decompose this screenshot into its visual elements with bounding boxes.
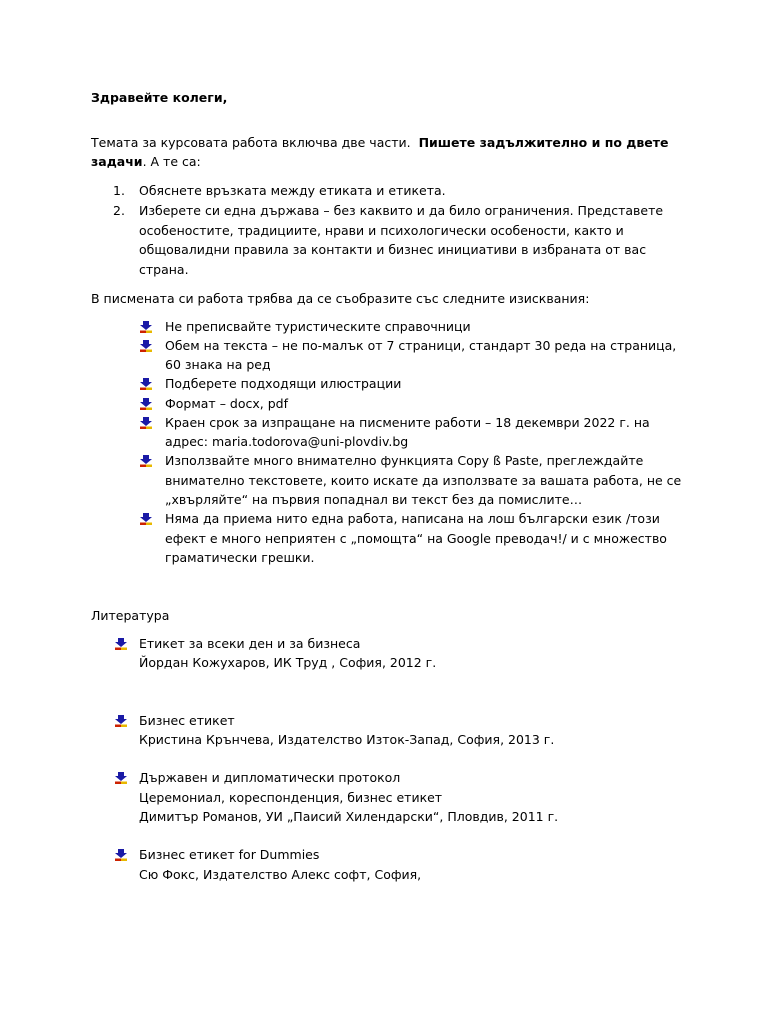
task-number: 1.: [113, 183, 125, 198]
task-line: общовалидни правила за контакти и бизнес инициативи в избраната от вас: [139, 242, 647, 257]
task-line: страна.: [139, 262, 189, 277]
requirements-intro: В писмената си работа трябва да се съобразите със следните изисквания:: [91, 291, 590, 306]
arrow-bullet-icon: [140, 417, 152, 429]
requirement-line: Обем на текста – не по-малък от 7 страници, стандарт 30 реда на страница,: [165, 338, 677, 353]
literature-line: Бизнес етикет: [139, 713, 235, 728]
literature-line: Димитър Романов, УИ „Паисий Хилендарски“, Пловдив, 2011 г.: [139, 809, 559, 824]
literature-line: Сю Фокс, Издателство Алекс софт, София,: [139, 867, 422, 882]
arrow-bullet-icon: [115, 638, 127, 650]
requirement-line: Краен срок за изпращане на писмените работи – 18 декември 2022 г. на: [165, 415, 650, 430]
arrow-bullet-icon: [140, 321, 152, 333]
intro-normal-text: Темата за курсовата работа включва две части.: [91, 135, 411, 150]
intro-bold-text-2: задачи: [91, 154, 143, 169]
arrow-bullet-icon: [140, 455, 152, 467]
requirement-line: ефект е много неприятен с „помощта“ на Google преводач!/ и с множество: [165, 531, 667, 546]
task-number: 2.: [113, 203, 125, 218]
arrow-bullet-icon: [115, 849, 127, 861]
requirement-line: Използвайте много внимателно функцията Copy ß Paste, преглеждайте: [165, 453, 644, 468]
literature-line: Бизнес етикет for Dummies: [139, 847, 320, 862]
intro-line-1: [91, 133, 669, 153]
requirement-line: 60 знака на ред: [165, 357, 271, 372]
literature-line: Кристина Крънчева, Издателство Изток-Запад, София, 2013 г.: [139, 732, 555, 747]
arrow-bullet-icon: [140, 513, 152, 525]
literature-line: Държавен и дипломатически протокол: [139, 770, 401, 785]
arrow-bullet-icon: [115, 715, 127, 727]
requirement-line: Подберете подходящи илюстрации: [165, 376, 402, 391]
literature-line: Церемониал, кореспонденция, бизнес етикет: [139, 790, 443, 805]
requirement-line: „хвърляйте“ на първия попаднал ви текст без да помислите…: [165, 492, 583, 507]
arrow-bullet-icon: [115, 772, 127, 784]
literature-line: Йордан Кожухаров, ИК Труд , София, 2012 г.: [139, 655, 437, 670]
requirement-line: граматически грешки.: [165, 550, 315, 565]
arrow-bullet-icon: [140, 378, 152, 390]
requirement-line: Не преписвайте туристическите справочници: [165, 319, 471, 334]
task-line: Обяснете връзката между етиката и етикета.: [139, 183, 446, 198]
intro-line-2: [91, 152, 201, 172]
task-line: Изберете си една държава – без каквито и да било ограничения. Представете: [139, 203, 664, 218]
intro-bold-text: Пишете задължително и по двете: [418, 135, 669, 150]
requirement-line: адрес: maria.todorova@uni-plovdiv.bg: [165, 434, 409, 449]
arrow-bullet-icon: [140, 340, 152, 352]
requirement-line: Няма да приема нито една работа, написана на лош български език /този: [165, 511, 660, 526]
literature-line: Етикет за всеки ден и за бизнеса: [139, 636, 361, 651]
greeting: Здравейте колеги,: [91, 90, 228, 105]
literature-heading: Литература: [91, 608, 170, 623]
task-line: особеностите, традициите, нрави и психологически особености, както и: [139, 223, 624, 238]
requirement-line: внимателно текстовете, които искате да използвате за вашата работа, не се: [165, 473, 682, 488]
arrow-bullet-icon: [140, 398, 152, 410]
intro-normal-text-2: . А те са:: [142, 154, 201, 169]
requirement-line: Формат – docx, pdf: [165, 396, 288, 411]
